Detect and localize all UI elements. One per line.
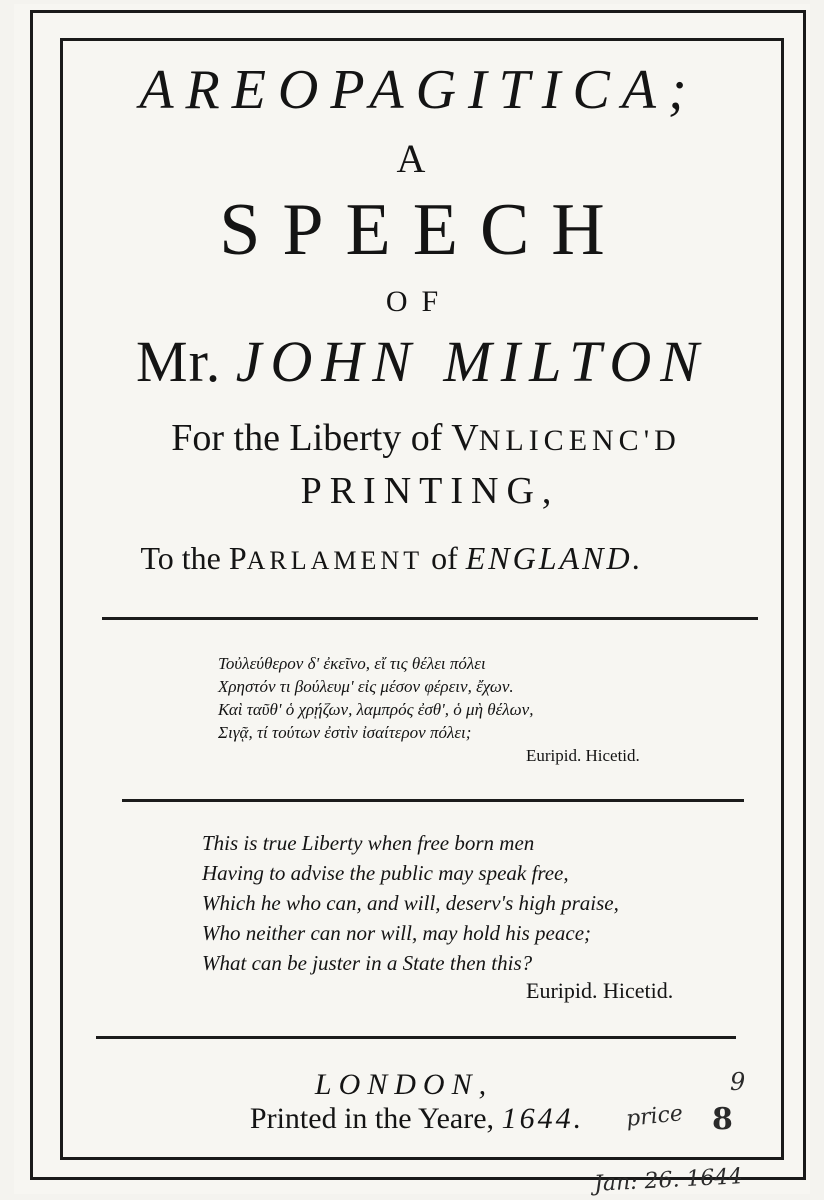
greek-line: Καὶ ταῦθ' ὁ χρῄζων, λαμπρός ἐσθ', ὁ μὴ θέλων, (218, 700, 534, 719)
handwritten-price-mark: 9 (730, 1068, 746, 1096)
imprint-place: LONDON, (314, 1068, 494, 1101)
parl-lead: To the P (140, 540, 247, 576)
verse-line: Who neither can nor will, may hold his peace; (202, 921, 592, 945)
dedication-line (0, 540, 824, 577)
liberty-line (0, 416, 824, 460)
verse-line: Which he who can, and will, deserv's high praise, (202, 891, 619, 915)
parl-caps: ARLAMENT (246, 546, 424, 575)
handwritten-price-value: 8 (712, 1102, 733, 1137)
imprint-printed: Printed in the Yeare, (249, 1102, 502, 1135)
book-title: AREOPAGITICA; (139, 59, 699, 121)
imprint-date-line (0, 1102, 824, 1136)
liberty-caps: NLICENC'D (478, 424, 681, 457)
greek-attribution: Euripid. Hicetid. (526, 746, 640, 765)
rule-middle (122, 799, 744, 802)
author-prefix: Mr. (136, 329, 222, 394)
liberty-lead: For the Liberty of V (171, 417, 479, 459)
printing-line: PRINTING, (300, 470, 560, 512)
handwritten-price-note: price (624, 1101, 685, 1132)
subtitle-of: OF (385, 285, 453, 318)
greek-line: Χρηστόν τι βούλευμ' εἰς μέσον φέρειν, ἔχων. (218, 677, 514, 696)
author-line (0, 328, 824, 395)
greek-line: Σιγᾷ, τί τούτων ἐστὶν ἰσαίτερον πόλει; (218, 723, 472, 742)
greek-line: Τοὐλεύθερον δ' ἐκεῖνο, εἴ τις θέλει πόλει (218, 654, 486, 673)
subtitle-article: A (396, 136, 428, 181)
greek-epigraph (218, 652, 678, 744)
rule-bottom (96, 1036, 736, 1039)
parl-of: of (423, 540, 466, 576)
verse-line: This is true Liberty when free born men (202, 831, 535, 855)
rule-top (102, 617, 758, 620)
imprint-year: 1644. (501, 1102, 585, 1135)
verse-line: Having to advise the public may speak free, (202, 861, 569, 885)
author-name: JOHN MILTON (235, 329, 708, 394)
english-attribution: Euripid. Hicetid. (526, 978, 674, 1003)
verse-line: What can be juster in a State then this? (202, 951, 533, 975)
english-epigraph (202, 828, 702, 978)
parl-england: ENGLAND. (465, 540, 644, 576)
handwritten-shelf-note: Jan: 26. 1644 (593, 1164, 744, 1197)
subtitle-speech: SPEECH (219, 189, 627, 271)
